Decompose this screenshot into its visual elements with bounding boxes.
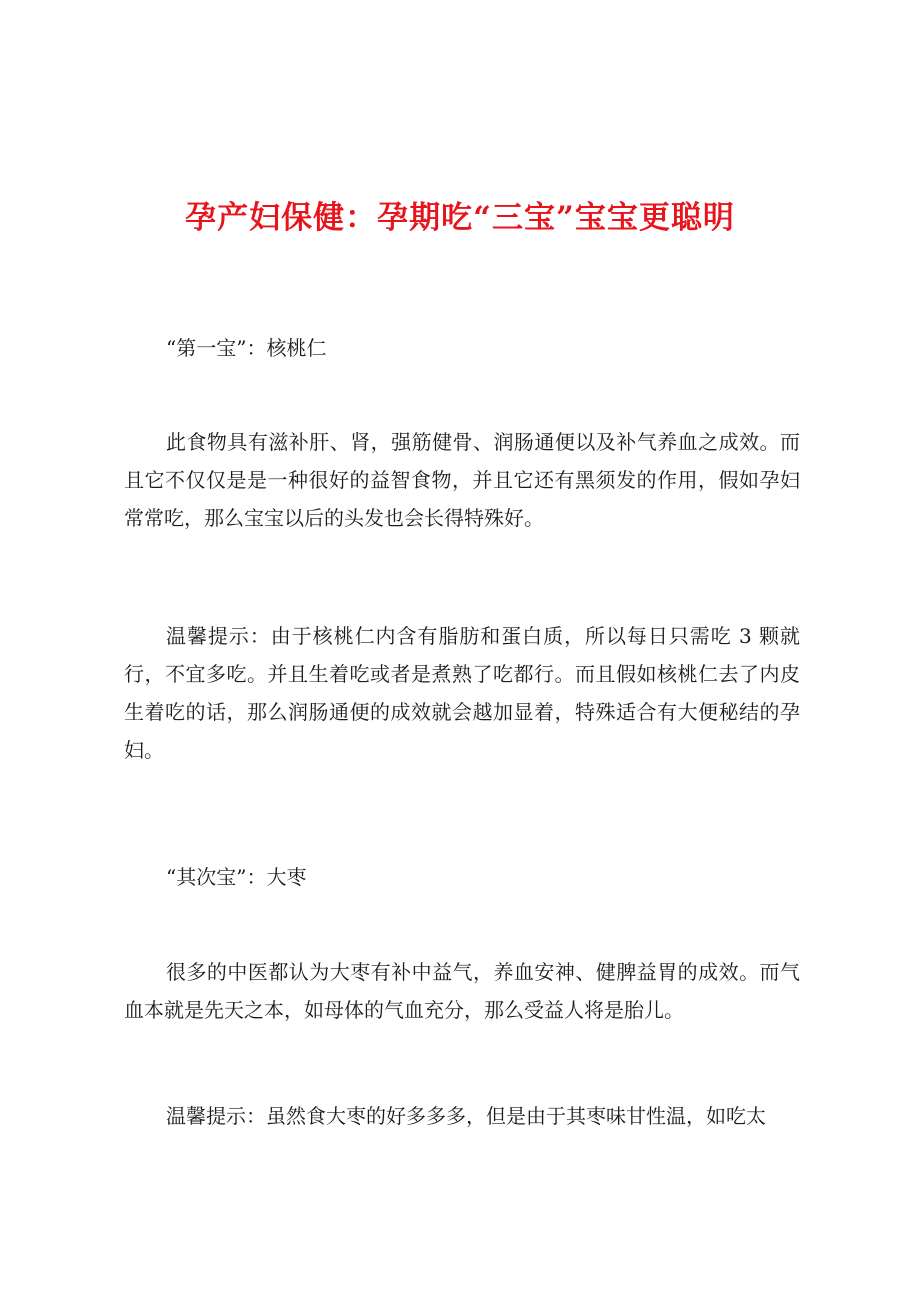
- paragraph-jujube-tip: 温馨提示：虽然食大枣的好多多多，但是由于其枣味甘性温，如吃太: [166, 1104, 766, 1128]
- paragraph-walnut-benefits: 此食物具有滋补肝、肾，强筋健骨、润肠通便以及补气养血之成效。而且它不仅仅是是一种很好的益智食物，并且它还有黑须发的作用，假如孕妇常常吃，那么宝宝以后的头发也会长得特殊好。: [124, 430, 800, 530]
- section-heading-jujube: “其次宝”：大枣: [166, 865, 307, 889]
- section-heading-walnut: “第一宝”：核桃仁: [166, 336, 327, 360]
- document-title: 孕产妇保健：孕期吃“三宝”宝宝更聪明: [185, 200, 735, 236]
- paragraph-jujube-benefits: 很多的中医都认为大枣有补中益气，养血安神、健脾益胃的成效。而气血本就是先天之本，如母体的气血充分，那么受益人将是胎儿。: [124, 960, 800, 1022]
- paragraph-walnut-tip: 温馨提示：由于核桃仁内含有脂肪和蛋白质，所以每日只需吃 3 颗就行，不宜多吃。并且生着吃或者是煮熟了吃都行。而且假如核桃仁去了内皮生着吃的话，那么润肠通便的成效就会越加显着，特殊适合有大便秘结的孕妇。: [124, 624, 800, 762]
